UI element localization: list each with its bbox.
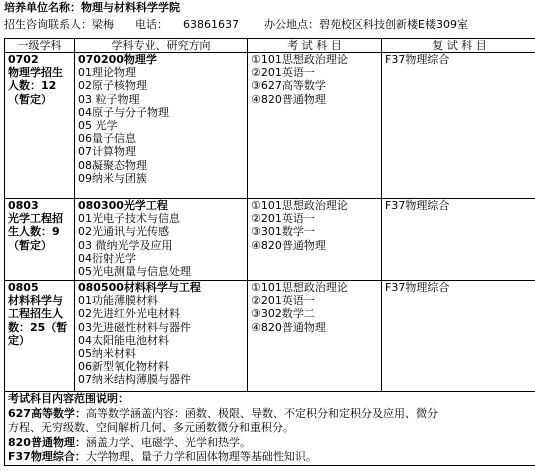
table-row xyxy=(5,281,535,392)
table-row xyxy=(5,53,535,199)
contact-label: 招生咨询联系人： xyxy=(4,18,92,31)
column-header: 考 试 科 目 xyxy=(248,39,382,53)
direction-item: 05纳米材料 xyxy=(78,347,136,361)
direction-item: 06新型氧化物材料 xyxy=(78,360,169,374)
phone-label: 电话： xyxy=(135,18,168,31)
direction-item: 01理论物理 xyxy=(78,66,136,80)
discipline-code: 0702 xyxy=(8,53,39,66)
notes-title: 考试科目内容范围说明： xyxy=(8,392,129,405)
discipline-code: 0805 xyxy=(8,281,39,294)
direction-item: 02先进红外光电材料 xyxy=(78,307,180,321)
directions-cell xyxy=(75,53,248,199)
discipline-code: 0803 xyxy=(8,199,39,212)
exam-subjects-cell xyxy=(248,281,382,392)
retest-cell xyxy=(382,281,535,392)
note-label: F37物理综合： xyxy=(8,450,86,464)
exam-subject: ③627高等数学 xyxy=(251,79,326,93)
column-header: 复 试 科 目 xyxy=(382,39,535,53)
retest-subject: F37物理综合 xyxy=(385,281,450,294)
table-header-row xyxy=(5,39,535,53)
exam-subject: ④820普通物理 xyxy=(251,92,326,106)
note-label: 627高等数学： xyxy=(8,406,86,420)
exam-subject: ④820普通物理 xyxy=(251,320,326,334)
discipline-name: 材料科学与工程招生人数：25（暂定） xyxy=(8,294,68,347)
note-line xyxy=(8,450,534,465)
note-text: 大学物理、量子力学和固体物理等基础性知识。 xyxy=(85,450,317,464)
discipline-cell xyxy=(5,53,75,199)
direction-item: 04原子与分子物理 xyxy=(78,105,169,119)
discipline-name: 光学工程招生人数：9（暂定） xyxy=(8,212,63,252)
enrollment-table xyxy=(4,38,535,466)
direction-item: 05光电测量与信息处理 xyxy=(78,265,191,279)
unit-line xyxy=(4,1,180,15)
retest-cell xyxy=(382,199,535,281)
contact-name: 梁梅 xyxy=(92,18,114,31)
discipline-cell xyxy=(5,199,75,281)
contact-line xyxy=(4,18,468,32)
retest-subject: F37物理综合 xyxy=(385,199,450,212)
note-line xyxy=(8,436,534,451)
office-label: 办公地点： xyxy=(264,18,319,31)
office-location: 碧苑校区科技创新楼E楼309室 xyxy=(319,18,468,31)
directions-cell xyxy=(75,199,248,281)
exam-subject: ②201英语一 xyxy=(251,294,315,308)
notes-row xyxy=(5,392,535,466)
exam-subjects-cell xyxy=(248,53,382,199)
direction-item: 03 粒子物理 xyxy=(78,92,140,106)
notes-cell xyxy=(5,392,535,466)
discipline-name: 物理学招生人数：12（暂定） xyxy=(8,66,63,106)
exam-subjects-cell xyxy=(248,199,382,281)
retest-cell xyxy=(382,53,535,199)
directions-cell xyxy=(75,281,248,392)
direction-item: 07计算物理 xyxy=(78,145,136,159)
exam-subject: ①101思想政治理论 xyxy=(251,53,348,66)
note-text: 涵盖力学、电磁学、光学和热学。 xyxy=(85,435,251,449)
direction-item: 02光通讯与光传感 xyxy=(78,225,169,239)
note-label: 820普通物理： xyxy=(8,435,86,449)
exam-subject: ①101思想政治理论 xyxy=(251,199,348,212)
discipline-cell xyxy=(5,281,75,392)
exam-subject: ③302数学二 xyxy=(251,307,315,321)
note-line xyxy=(8,421,534,436)
direction-item: 03 微纳光学及应用 xyxy=(78,238,173,252)
direction-item: 03先进磁性材料与器件 xyxy=(78,320,191,334)
column-header: 一级学科 xyxy=(5,39,75,53)
direction-item: 04太阳能电池材料 xyxy=(78,333,169,347)
direction-item: 01功能薄膜材料 xyxy=(78,294,158,308)
direction-item: 09纳米与团簇 xyxy=(78,171,147,185)
direction-item: 04衍射光学 xyxy=(78,251,136,265)
retest-subject: F37物理综合 xyxy=(385,53,450,66)
exam-subject: ②201英语一 xyxy=(251,66,315,80)
direction-item: 02原子核物理 xyxy=(78,79,147,93)
exam-subject: ④820普通物理 xyxy=(251,238,326,252)
phone-number: 63861637 xyxy=(183,18,239,31)
note-text: 高等数学涵盖内容：函数、极限、导数、不定积分和定积分及应用、微分 xyxy=(85,406,438,420)
direction-item: 01光电子技术与信息 xyxy=(78,212,180,226)
column-header: 学科专业、研究方向 xyxy=(75,39,248,53)
major-title: 080500材料科学与工程 xyxy=(78,281,201,294)
major-title: 070200物理学 xyxy=(78,53,157,66)
major-title: 080300光学工程 xyxy=(78,199,168,212)
note-text: 方程、无穷级数、空间解析几何、多元函数微分和重积分。 xyxy=(8,421,294,435)
exam-subject: ②201英语一 xyxy=(251,212,315,226)
unit-name: 物理与材料科学学院 xyxy=(81,1,180,14)
exam-subject: ①101思想政治理论 xyxy=(251,281,348,294)
note-line xyxy=(8,407,534,422)
direction-item: 05 光学 xyxy=(78,119,118,133)
direction-item: 08凝聚态物理 xyxy=(78,158,147,172)
table-row xyxy=(5,199,535,281)
unit-label: 培养单位名称： xyxy=(4,1,81,14)
exam-subject: ③301数学一 xyxy=(251,225,315,239)
direction-item: 06量子信息 xyxy=(78,132,136,146)
direction-item: 07纳米结构薄膜与器件 xyxy=(78,373,191,387)
